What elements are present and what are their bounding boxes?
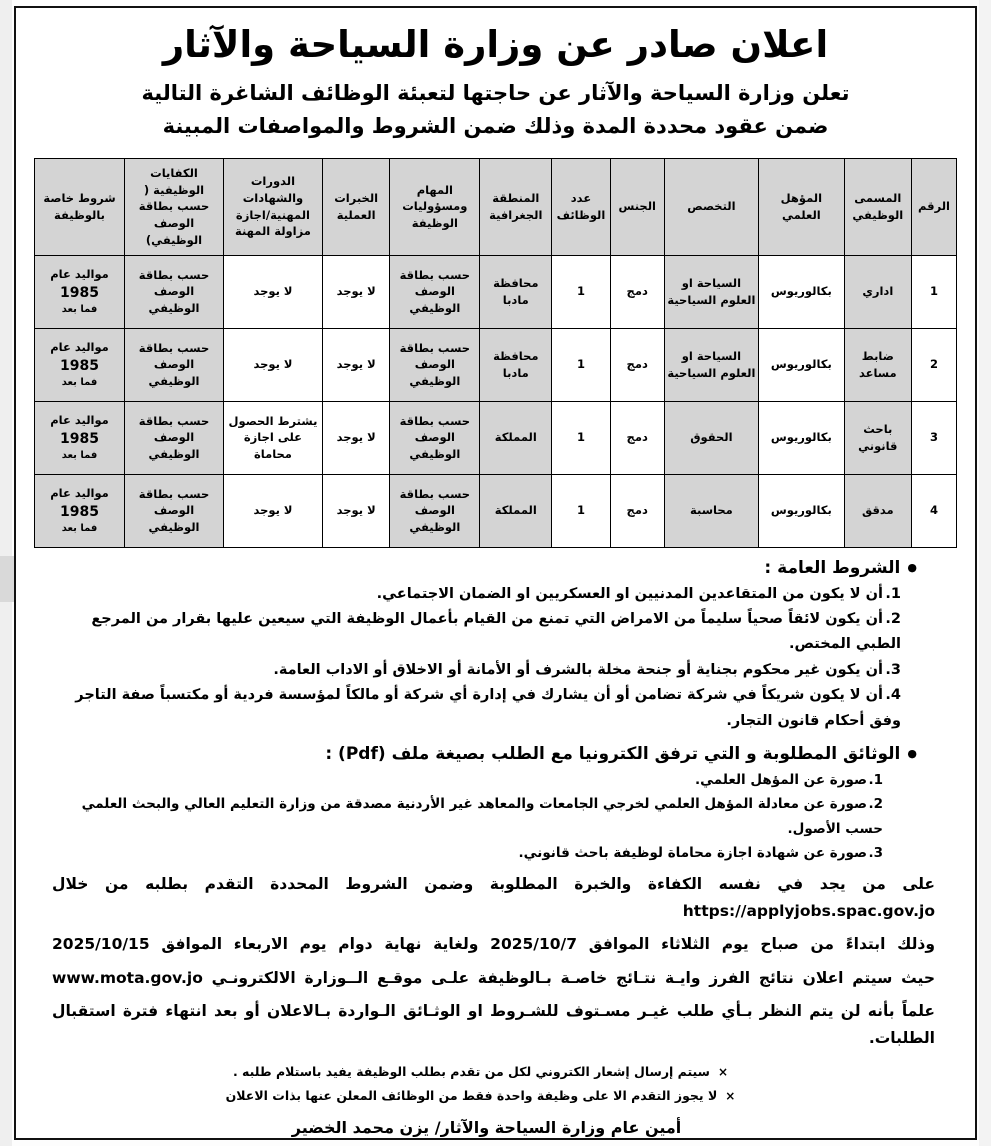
special-line-1: مواليد عام [50,413,109,427]
general-conditions-heading: ● الشروط العامة : [34,558,917,578]
cell-courses: يشترط الحصول على اجازة محاماة [223,401,322,474]
special-year: 1985 [60,357,99,374]
col-header-experience: الخبرات العملية [322,158,389,255]
scan-artifact [0,556,14,602]
cell-qualification: بكالوريوس [759,474,844,547]
cell-count: 1 [552,474,610,547]
table-row [35,255,957,328]
cell-special [35,255,125,328]
cell-job-title: مدقق [844,474,911,547]
item-text: أن يكون لائقاً صحياً سليماً من الامراض التي تمنع من القيام بأعمال الوظيفة التي سيعين عليها بقرار من المرجع الطبي المختص. [91,611,901,653]
subtitle-line-1: تعلن وزارة السياحة والآثار عن حاجتها لتعبئة الوظائف الشاغرة التالية [141,80,850,105]
item-text: صورة عن شهادة اجازة محاماة لوظيفة باحث قانوني. [518,844,867,861]
item-number: 1. [868,771,883,788]
cell-special [35,328,125,401]
subtitle [34,77,957,144]
special-year: 1985 [60,430,99,447]
col-header-num: الرقم [912,158,957,255]
cell-gender: دمج [610,474,664,547]
note-item: × سيتم إرسال إشعار الكتروني لكل من تقدم بطلب الوظيفة يفيد باستلام طلبه . [44,1060,917,1084]
cell-courses: لا يوجد [223,474,322,547]
cell-gender: دمج [610,401,664,474]
col-header-courses: الدورات والشهادات المهنية/اجازة مزاولة المهنة [223,158,322,255]
item-number: 3. [868,844,883,861]
notes-list [44,1060,917,1108]
item-number: 3. [885,661,901,678]
cell-count: 1 [552,328,610,401]
col-header-count: عدد الوظائف [552,158,610,255]
cell-qualification: بكالوريوس [759,328,844,401]
application-line-2: وذلك ابتداءً من صباح يوم الثلاثاء الموافق 2025/10/7 ولغاية نهاية دوام يوم الاربعاء الموافق 2025/10/15 [52,935,935,954]
cell-courses: لا يوجد [223,328,322,401]
cell-region: المملكة [480,474,552,547]
cell-count: 1 [552,401,610,474]
cell-duties: حسب بطاقة الوصف الوظيفي [390,401,480,474]
item-text: أن لا يكون من المتقاعدين المدنيين او العسكريين او الضمان الاجتماعي. [376,585,883,602]
cell-experience: لا يوجد [322,401,389,474]
cell-specialty: السياحة او العلوم السياحية [664,255,758,328]
special-line-3: فما بعد [61,376,98,388]
table-row [35,401,957,474]
item-text: أن لا يكون شريكاً في شركة تضامن أو أن يشارك في إدارة أي شركة أو مالكاً لمؤسسة فردية أو مكتسباً صفة التاجر وفق أحكام قانون التجار. [75,687,901,729]
cell-job-title: باحث قانوني [844,401,911,474]
col-header-region: المنطقة الجغرافية [480,158,552,255]
cell-special [35,401,125,474]
table-row [35,328,957,401]
col-header-gender: الجنس [610,158,664,255]
cell-experience: لا يوجد [322,328,389,401]
list-item [44,841,883,865]
col-header-competencies: الكفايات الوظيفية ( حسب بطاقة الوصف الوظيفي) [125,158,224,255]
col-header-special: شروط خاصة بالوظيفة [35,158,125,255]
cell-count: 1 [552,255,610,328]
cell-competencies: حسب بطاقة الوصف الوظيفي [125,255,224,328]
page-title: اعلان صادر عن وزارة السياحة والآثار [162,23,829,66]
cell-region: محافظة مادبا [480,328,552,401]
col-header-duties: المهام ومسؤوليات الوظيفة [390,158,480,255]
cell-duties: حسب بطاقة الوصف الوظيفي [390,328,480,401]
table-header-row [35,158,957,255]
special-year: 1985 [60,503,99,520]
note-item: × لا يجوز التقدم الا على وظيفة واحدة فقط من الوظائف المعلن عنها بذات الاعلان [44,1084,917,1108]
cell-courses: لا يوجد [223,255,322,328]
required-documents-heading: ● الوثائق المطلوبة و التي ترفق الكترونيا مع الطلب بصيغة ملف (Pdf) : [34,744,917,764]
cell-gender: دمج [610,255,664,328]
cell-competencies: حسب بطاقة الوصف الوظيفي [125,401,224,474]
vacancies-table [34,158,957,548]
special-line-3: فما بعد [61,522,98,534]
cell-experience: لا يوجد [322,474,389,547]
special-year: 1985 [60,284,99,301]
cell-qualification: بكالوريوس [759,255,844,328]
item-number: 2. [885,611,901,628]
application-line-3: حيث سيتم اعلان نتائج الفرز وايـة نتـائج خاصـة بـالوظيفة علـى موقـع الــوزارة الالكترونـي www.mota.gov.jo [52,968,935,987]
required-documents-list [44,768,923,865]
signature-line: أمين عام وزارة السياحة والآثار/ يزن محمد الخضير [291,1117,682,1137]
list-item [44,792,883,841]
general-conditions-list [44,582,923,734]
item-text: صورة عن معادلة المؤهل العلمي لخرجي الجامعات والمعاهد غير الأردنية مصدقة من وزارة التعليم العالي والبحث العلمي حسب الأصول. [81,796,883,837]
item-number: 2. [868,796,883,813]
col-header-specialty: التخصص [664,158,758,255]
item-number: 1. [885,585,901,602]
list-item [44,658,905,683]
list-item [44,683,905,734]
list-item [44,582,905,607]
cell-qualification: بكالوريوس [759,401,844,474]
special-line-1: مواليد عام [50,340,109,354]
application-line-1: على من يجد في نفسه الكفاءة والخبرة المطلوبة وضمن الشروط المحددة التقدم بطلبه من خلال https://applyjobs.spac.gov.jo [52,875,935,921]
announcement-sheet [14,6,977,1140]
table-row [35,474,957,547]
col-header-job-title: المسمى الوظيفي [844,158,911,255]
col-header-qualification: المؤهل العلمي [759,158,844,255]
cell-specialty: الحقوق [664,401,758,474]
page-edge-right [979,0,991,1146]
application-line-4: علماً بأنه لن يتم النظر بـأي طلب غيـر مسـتوف للشـروط او الوثـائق الـواردة بـالاعلان أو بعد انتهاء فترة استقبال الطلبات. [52,1001,935,1047]
special-line-1: مواليد عام [50,486,109,500]
cell-region: محافظة مادبا [480,255,552,328]
special-line-1: مواليد عام [50,267,109,281]
cell-num: 2 [912,328,957,401]
cell-experience: لا يوجد [322,255,389,328]
cell-job-title: اداري [844,255,911,328]
cell-region: المملكة [480,401,552,474]
item-number: 4. [885,687,901,704]
cell-special [35,474,125,547]
cell-gender: دمج [610,328,664,401]
cell-duties: حسب بطاقة الوصف الوظيفي [390,474,480,547]
special-line-3: فما بعد [61,303,98,315]
special-line-3: فما بعد [61,449,98,461]
cell-num: 4 [912,474,957,547]
cell-competencies: حسب بطاقة الوصف الوظيفي [125,474,224,547]
list-item [44,607,905,658]
cell-competencies: حسب بطاقة الوصف الوظيفي [125,328,224,401]
item-text: صورة عن المؤهل العلمي. [694,771,867,788]
subtitle-line-2: ضمن عقود محددة المدة وذلك ضمن الشروط والمواصفات المبينة [162,114,829,139]
cell-specialty: محاسبة [664,474,758,547]
cell-num: 3 [912,401,957,474]
list-item [44,768,883,792]
item-text: أن يكون غير محكوم بجناية أو جنحة مخلة بالشرف أو الأمانة أو الاخلاق أو الاداب العامة. [273,661,883,678]
cell-specialty: السياحة او العلوم السياحية [664,328,758,401]
cell-num: 1 [912,255,957,328]
cell-job-title: ضابط مساعد [844,328,911,401]
cell-duties: حسب بطاقة الوصف الوظيفي [390,255,480,328]
